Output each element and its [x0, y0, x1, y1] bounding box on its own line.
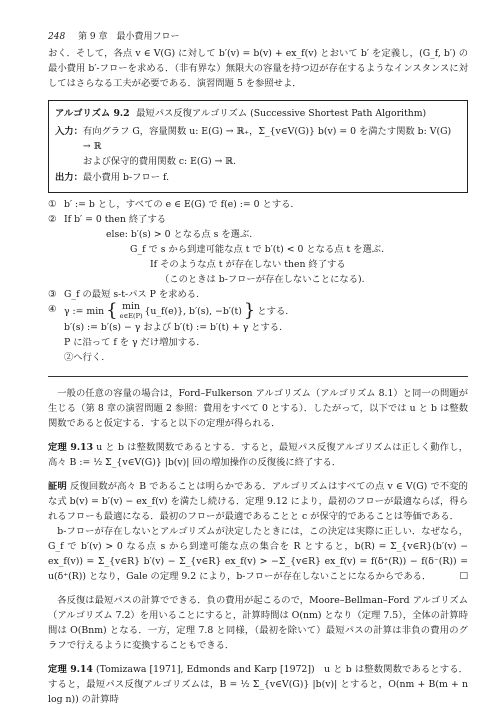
algorithm-name: 最短パス反復アルゴリズム (Successive Shortest Path Algorithm) [136, 108, 427, 119]
paragraph-1: 一般の任意の容量の場合は，Ford–Fulkerson アルゴリズム（アルゴリズム 8.1）と同一の問題が生じる（第 8 章の演習問題 2 参照：費用をすべて 0 とする）．したがって，以下では u と b は整数関数であると仮定する．すると以下の定理が得られる． [48, 388, 468, 429]
algorithm-label: アルゴリズム 9.2 [55, 108, 130, 119]
step-2-else: else: b′(s) > 0 となる点 s を選ぶ. [106, 229, 253, 240]
algorithm-input [55, 124, 461, 169]
theorem-label: 定理 9.14 [48, 664, 93, 675]
paragraph-2: 各反復は最短パスの計算でできる．負の費用が起こるので，Moore–Bellman–Ford アルゴリズム（アルゴリズム 7.2）を用いることにすると，計算時間は O(nm) となり（定理 7.5），全体の計算時間は O(Bnm) となる．一方，定理 7.8 と同様，（最初を除いて）最短パスの計算は非負の費用のグラフで行えるように変換することもできる． [48, 595, 468, 651]
step-4-augment: P に沿って f を γ だけ増加する. [64, 337, 200, 348]
step-1: ① b′ := b とし，すべての e ∈ E(G) で f(e) := 0 とする. [48, 199, 294, 210]
theorem-9-14: 定理 9.14 (Tomizawa [1971], Edmonds and Karp [1972]) u と b は整数関数であるとする．すると，最短パス反復アルゴリズムは，B = ½ Σ_{v∈V(G)} |b(v)| とすると，O(nm + B(m + n log n)) の計算時 [48, 664, 468, 705]
output-label: 出力： [55, 172, 83, 183]
intro-paragraph: おく．そして，各点 v ∈ V(G) に対して b′(v) = b(v) + ex_f(v) とおいて b′ を定義し，(G_f, b′) の最小費用 b′-フローを求める．（非有界な）無限大の容量を持つ辺が存在するようなインスタンスに対してはさらなる工夫が必要である．演習問題 5 を参照せよ． [48, 48, 468, 89]
divider [48, 376, 468, 377]
page [48, 30, 468, 707]
qed-symbol: □ [459, 571, 468, 581]
step-3: ③ G_f の最短 s-t-パス P を求める. [48, 289, 200, 300]
algorithm-steps [48, 197, 468, 365]
running-header [48, 30, 468, 44]
step-2-select: G_f で s から到達可能な点 t で b′(t) < 0 となる点 t を選ぶ. [130, 244, 385, 255]
chapter-title: 第 9 章 最小費用フロー [78, 32, 180, 42]
proof-continued: b-フローが存在しないとアルゴリズムが決定したときには，この決定は実際に正しい．なぜなら，G_f で b′(v) > 0 なる点 s から到達可能な点の集合を R とすると，b(R) = Σ_{v∈R}(b′(v) − ex_f(v)) = Σ_{v∈R} b′(v) − Σ_{v∈R} ex_f(v) > −Σ_{v∈R} ex_f(v) = f(δ⁺(R)) − f(δ⁻(R)) = u(δ⁺(R)) となり，Gale の定理 9.2 により，b-フローが存在しないことになるからである． □ [48, 526, 468, 582]
step-2-if: If そのような点 t が存在しない then 終了する [150, 259, 346, 270]
step-4: ④ γ := min { min e∈E(P) {u_f(e)}, b′(s), −b′(t) } とする. [48, 300, 289, 321]
step-2-note: （このときは b-フローが存在しないことになる). [160, 274, 365, 285]
gamma-def: γ := min [64, 305, 105, 317]
input-line-1: 有向グラフ G，容量関数 u: E(G) → ℝ₊，Σ_{v∈V(G)} b(v) = 0 を満たす関数 b: V(G) → ℝ [82, 126, 452, 152]
proof: 証明 反復回数が高々 B であることは明らかである．アルゴリズムはすべての点 v ∈ V(G) で不変的な式 b(v) = b′(v) − ex_f(v) を満たし続ける．定理 9.12 により，最初のフローが最適ならば，得られるフローも最適になる．最初のフローが最適であることと c が保守的であることは等価である． [48, 481, 468, 522]
step-4-update: b′(s) := b′(s) − γ および b′(t) := b′(t) + γ とする. [64, 322, 283, 333]
output-text: 最小費用 b-フロー f. [82, 172, 170, 183]
theorem-label: 定理 9.13 [48, 442, 94, 453]
algorithm-box [48, 100, 468, 193]
input-line-2: および保守的費用関数 c: E(G) → ℝ. [82, 156, 236, 167]
step-4-goto: ②へ行く. [64, 352, 105, 363]
theorem-9-13: 定理 9.13 u と b は整数関数であるとする．すると，最短パス反復アルゴリズムは正しく動作し，高々 B := ½ Σ_{v∈V(G)} |b(v)| 回の増加操作の反復後に終了する． [48, 442, 468, 468]
algorithm-output [55, 170, 461, 185]
step-2: ② If b′ = 0 then 終了する [48, 214, 167, 225]
algorithm-title [55, 106, 461, 121]
proof-label: 証明 [48, 481, 67, 492]
input-label: 入力： [55, 126, 83, 137]
page-number: 248 [48, 32, 66, 42]
